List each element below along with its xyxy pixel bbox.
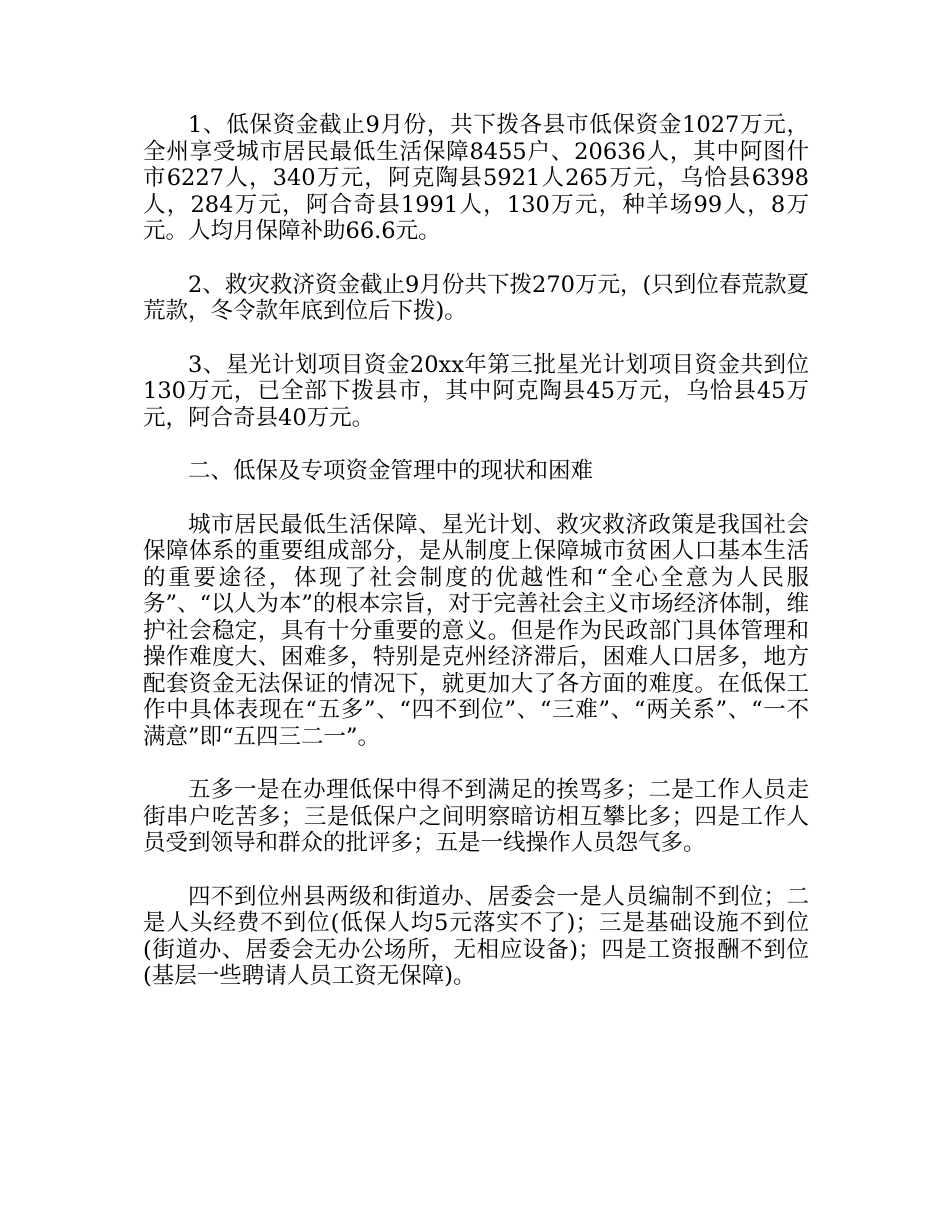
document-body — [143, 112, 809, 1017]
paragraph-policy-significance: 城市居民最低生活保障、星光计划、救灾救济政策是我国社会保障体系的重要组成部分，是从制度上保障城市贫困人口基本生活的重要途径，体现了社会制度的优越性和“全心全意为人民服务”、“以人为本”的根本宗旨，对于完善社会主义市场经济体制，维护社会稳定，具有十分重要的意义。但是作为民政部门具体管理和操作难度大、困难多，特别是克州经济滞后，困难人口居多，地方配套资金无法保证的情况下，就更加大了各方面的难度。在低保工作中具体表现在“五多”、“四不到位”、“三难”、“两关系”、“一不满意”即“五四三二一”。 — [143, 511, 809, 750]
paragraph-four-not-in-place: 四不到位州县两级和街道办、居委会一是人员编制不到位；二是人头经费不到位(低保人均5元落实不了)；三是基础设施不到位(街道办、居委会无办公场所，无相应设备)；四是工资报酬不到位(基层一些聘请人员工资无保障)。 — [143, 883, 809, 989]
paragraph-five-mores: 五多一是在办理低保中得不到满足的挨骂多；二是工作人员走街串户吃苦多；三是低保户之间明察暗访相互攀比多；四是工作人员受到领导和群众的批评多；五是一线操作人员怨气多。 — [143, 777, 809, 856]
paragraph-low-income-funds: 1、低保资金截止9月份，共下拨各县市低保资金1027万元，全州享受城市居民最低生活保障8455户、20636人，其中阿图什市6227人，340万元，阿克陶县5921人265万元，乌恰县6398人，284万元，阿合奇县1991人，130万元，种羊场99人，8万元。人均月保障补助66.6元。 — [143, 112, 809, 244]
paragraph-disaster-relief-funds: 2、救灾救济资金截止9月份共下拨270万元，(只到位春荒款夏荒款，冬令款年底到位后下拨)。 — [143, 271, 809, 324]
paragraph-starlight-project-funds: 3、星光计划项目资金20xx年第三批星光计划项目资金共到位130万元，已全部下拨县市，其中阿克陶县45万元，乌恰县45万元，阿合奇县40万元。 — [143, 351, 809, 431]
section-heading-status-and-difficulties: 二、低保及专项资金管理中的现状和困难 — [188, 458, 594, 484]
